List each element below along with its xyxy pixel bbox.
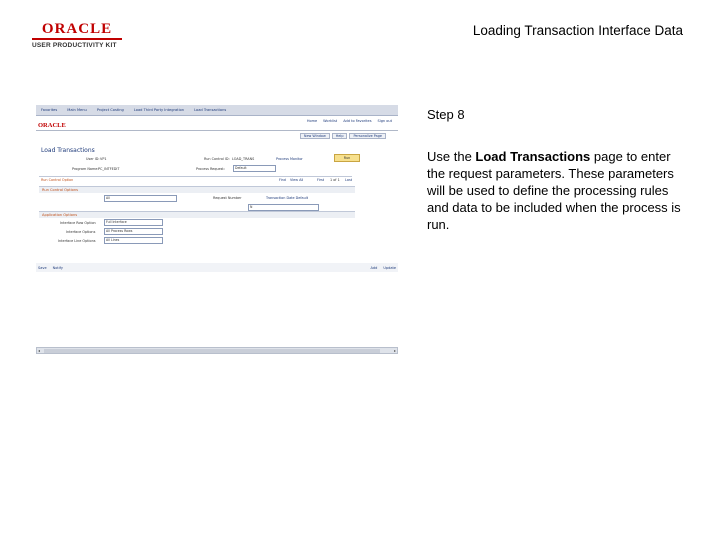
run-control-option-label: Run Control Option: [41, 178, 74, 182]
interface-options-label: Interface Options: [66, 230, 96, 234]
sign-out-link[interactable]: Sign out: [377, 119, 392, 123]
header-divider: [36, 130, 398, 131]
scrollbar-thumb[interactable]: [44, 349, 380, 353]
user-id-label: User ID:: [86, 157, 100, 161]
run-control-value: LOAD_TRANS: [232, 157, 255, 161]
nav-favorites[interactable]: Favorites: [41, 108, 58, 112]
logo-divider: [32, 38, 122, 40]
program-name-label: Program Name:: [72, 167, 99, 171]
first-link[interactable]: First: [317, 178, 325, 182]
nav-third-party[interactable]: Load Third Party Integration: [133, 108, 185, 112]
user-id-value: VP1: [100, 157, 107, 161]
process-request-select[interactable]: Default: [233, 165, 276, 172]
add-favorites-link[interactable]: Add to Favorites: [343, 119, 372, 123]
nav-project-costing[interactable]: Project Costing: [96, 108, 124, 112]
app-nav-bar: [36, 105, 398, 116]
personalize-button[interactable]: Personalize Page: [349, 133, 386, 139]
interface-line-label: Interface Line Options: [58, 239, 96, 243]
nav-load-transactions[interactable]: Load Transactions: [194, 108, 227, 112]
home-link[interactable]: Home: [306, 119, 318, 123]
request-number-label: Request Number: [213, 196, 242, 200]
horizontal-scrollbar[interactable]: [36, 347, 398, 354]
application-options-section: Application Options: [39, 211, 355, 218]
app-header-links: [307, 119, 392, 123]
view-all-link[interactable]: View All: [290, 178, 304, 182]
desc-bold: Load Transactions: [475, 149, 591, 164]
row-count: 1 of 1: [330, 178, 340, 182]
transaction-date-default-link[interactable]: Transaction Date Default: [266, 196, 309, 200]
new-window-button[interactable]: New Window: [300, 133, 330, 139]
interface-row-select[interactable]: Full Interface: [104, 219, 163, 226]
notify-button[interactable]: Notify: [52, 265, 63, 270]
add-button[interactable]: Add: [370, 265, 378, 270]
page-toolbar: [300, 133, 386, 139]
application-screenshot: [36, 105, 398, 355]
run-control-options-section: Run Control Options: [39, 186, 355, 193]
logo-subtitle: USER PRODUCTIVITY KIT: [32, 42, 117, 49]
worklist-link[interactable]: Worklist: [323, 119, 338, 123]
date-option-select[interactable]: N: [248, 204, 319, 211]
app-logo: ORACLE: [38, 122, 66, 129]
bottom-toolbar: [38, 264, 396, 271]
interface-options-select[interactable]: All Process Rows: [104, 228, 163, 235]
scroll-left-icon[interactable]: ◂: [38, 348, 41, 353]
update-button[interactable]: Update: [383, 265, 396, 270]
interface-row-label: Interface Row Option: [60, 221, 96, 225]
oracle-upk-logo: [32, 22, 122, 49]
save-button[interactable]: Save: [38, 265, 47, 270]
process-request-label: Process Request:: [196, 167, 225, 171]
scroll-right-icon[interactable]: ▸: [393, 348, 396, 353]
desc-after: page to enter the request parameters. These parameters will be used to define the processing rules and data to be included when the process is run.: [427, 149, 681, 232]
process-monitor-link[interactable]: Process Monitor: [276, 157, 303, 161]
from-select[interactable]: All: [104, 195, 177, 202]
logo-text: ORACLE: [41, 21, 113, 37]
run-button[interactable]: Run: [334, 154, 360, 162]
program-name-value: PC_INTFEDIT: [98, 167, 120, 171]
page-title: Loading Transaction Interface Data: [472, 23, 683, 38]
nav-main-menu[interactable]: Main Menu: [67, 108, 87, 112]
step-label: Step 8: [427, 107, 465, 122]
find-link[interactable]: Find: [279, 178, 286, 182]
interface-line-select[interactable]: All Lines: [104, 237, 163, 244]
desc-before: Use the: [427, 149, 476, 164]
help-button[interactable]: Help: [332, 133, 348, 139]
step-description: [427, 148, 689, 233]
last-link[interactable]: Last: [345, 178, 353, 182]
grid-divider: [39, 176, 352, 177]
app-page-title: Load Transactions: [41, 147, 95, 154]
run-control-label: Run Control ID:: [204, 157, 230, 161]
